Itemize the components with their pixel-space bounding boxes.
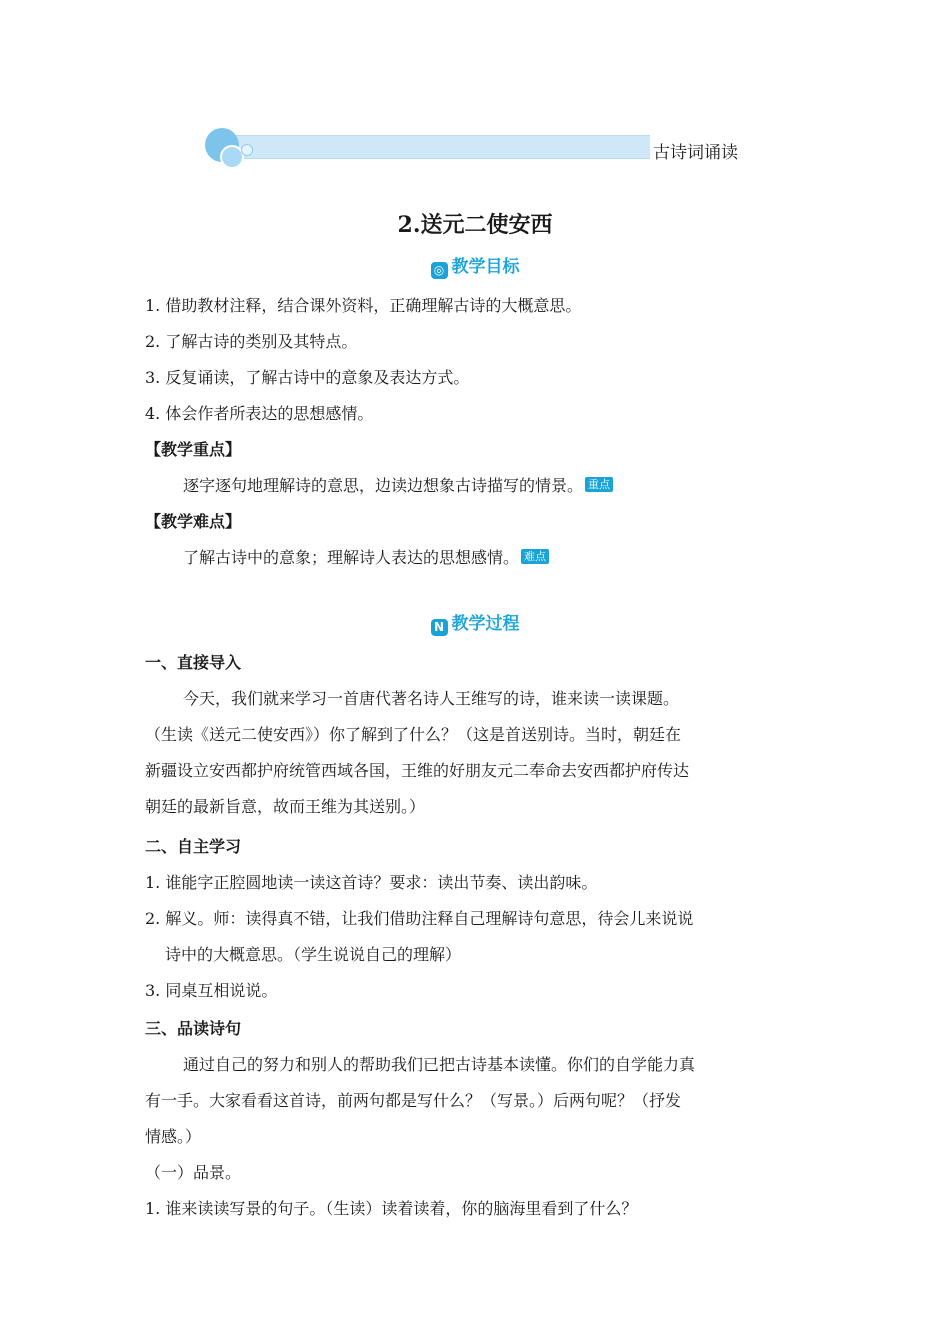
goal-item: 3. 反复诵读，了解古诗中的意象及表达方式。 (145, 368, 470, 387)
difficulty-tag: 难点 (521, 549, 549, 564)
difficulty-text (183, 546, 549, 570)
key-point-body: 逐字逐句地理解诗的意思，边读边想象古诗描写的情景。 (183, 476, 584, 495)
goal-item: 4. 体会作者所表达的思想感情。 (145, 404, 374, 423)
key-point-text (183, 474, 613, 498)
section-label: 古诗词诵读 (653, 143, 738, 163)
paragraph-line: 2. 解义。师：读得真不错，让我们借助注释自己理解诗句意思，待会儿来说说 (145, 909, 694, 928)
paragraph-line: 情感。） (145, 1127, 202, 1146)
paragraph-line: 诗中的大概意思。（学生说说自己的理解） (165, 945, 462, 964)
header-bar (217, 135, 650, 159)
target-icon: ◎ (431, 262, 448, 279)
section-title: 二、自主学习 (145, 837, 242, 856)
page-title: 2.送元二使安西 (397, 212, 553, 238)
goals-heading-label: 教学目标 (451, 257, 520, 277)
header-circle-small (241, 144, 253, 156)
paragraph-line: 有一手。大家看看这首诗，前两句都是写什么？（写景。）后两句呢？（抒发 (145, 1091, 682, 1110)
header-decoration (205, 128, 650, 160)
process-heading (0, 612, 950, 636)
difficulty-body: 了解古诗中的意象；理解诗人表达的思想感情。 (183, 548, 520, 567)
paragraph-line: 朝廷的最新旨意，故而王维为其送别。） (145, 797, 426, 816)
process-heading-label: 教学过程 (451, 614, 520, 634)
paragraph-line: 1. 谁来读读写景的句子。（生读）读着读着，你的脑海里看到了什么？ (145, 1199, 638, 1218)
paragraph-line: （一）品景。 (145, 1163, 242, 1182)
section-title: 三、品读诗句 (145, 1019, 242, 1038)
paragraph-line: 1. 谁能字正腔圆地读一读这首诗？要求：读出节奏、读出韵味。 (145, 873, 598, 892)
paragraph-line: 通过自己的努力和别人的帮助我们已把古诗基本读懂。你们的自学能力真 (183, 1055, 696, 1074)
difficulty-label: 【教学难点】 (145, 512, 242, 531)
key-point-label: 【教学重点】 (145, 440, 242, 459)
paragraph-line: （生读《送元二使安西》）你了解到了什么？（这是首送别诗。当时，朝廷在 (145, 725, 682, 744)
goal-item: 1. 借助教材注释，结合课外资料，正确理解古诗的大概意思。 (145, 296, 582, 315)
goal-item: 2. 了解古诗的类别及其特点。 (145, 332, 358, 351)
section-title: 一、直接导入 (145, 653, 242, 672)
goals-heading (0, 255, 950, 279)
paragraph-line: 今天，我们就来学习一首唐代著名诗人王维写的诗，谁来读一读课题。 (183, 689, 680, 708)
paragraph-line: 新疆设立安西都护府统管西域各国，王维的好朋友元二奉命去安西都护府传达 (145, 761, 690, 780)
key-point-tag: 重点 (585, 477, 613, 492)
paragraph-line: 3. 同桌互相说说。 (145, 981, 278, 1000)
process-icon: N (431, 619, 448, 636)
